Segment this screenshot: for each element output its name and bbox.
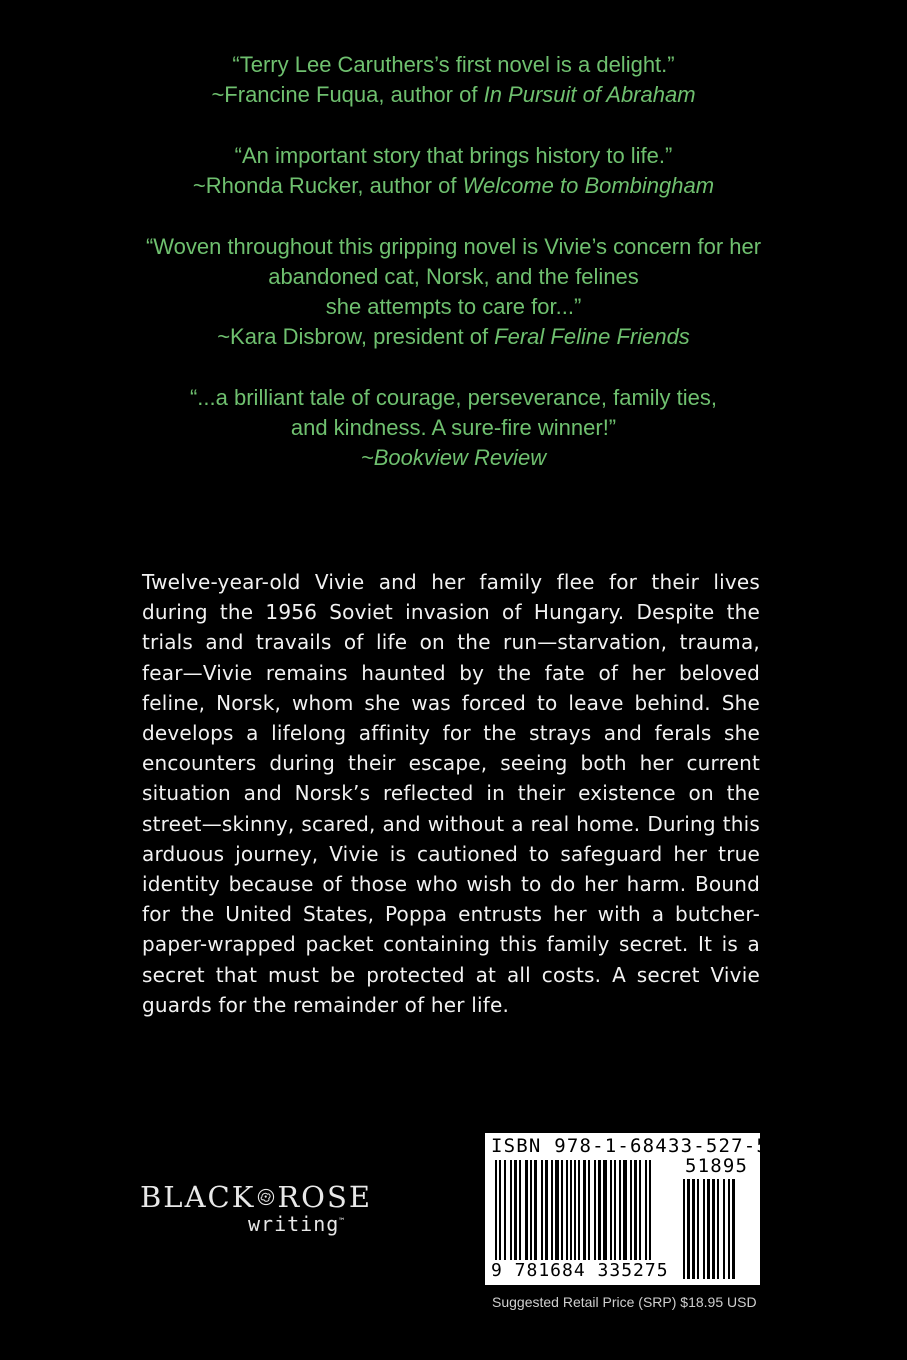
barcode-bar [707, 1179, 710, 1279]
book-title: Welcome to Bombingham [462, 173, 715, 198]
quote-1 [40, 50, 867, 110]
ean-digits: 9 781684 335275 [491, 1260, 669, 1281]
barcode-bar [687, 1179, 690, 1279]
quote-text: “An important story that brings history to life.” [234, 143, 673, 168]
quote-text-line: “Woven throughout this gripping novel is Vivie’s concern for her [145, 234, 762, 259]
quote-attribution: ~Rhonda Rucker, author of Welcome to Bombingham [192, 173, 715, 198]
quote-text-line: she attempts to care for...” [325, 294, 582, 319]
quote-2 [40, 141, 867, 201]
barcode-bar [692, 1179, 695, 1279]
quote-3 [40, 232, 867, 352]
publisher-logo [140, 1180, 372, 1242]
trademark-symbol: ™ [339, 1216, 346, 1226]
isbn-barcode [485, 1133, 770, 1285]
barcode-bar [723, 1179, 725, 1279]
isbn-number: ISBN 978-1-68433-527-5 [491, 1135, 770, 1157]
barcode-bar [683, 1179, 685, 1279]
suggested-retail-price: Suggested Retail Price (SRP) $18.95 USD [492, 1294, 757, 1310]
quote-text-line: “...a brilliant tale of courage, perseverance, family ties, [189, 385, 718, 410]
addon-barcode-bars [683, 1179, 755, 1279]
publisher-word-black: BLACK [140, 1180, 256, 1214]
quote-attribution [40, 443, 867, 473]
quote-4 [40, 383, 867, 473]
quote-text-line: and kindness. A sure-fire winner!” [290, 415, 617, 440]
organization-name: Feral Feline Friends [494, 324, 690, 349]
barcode-bar [703, 1179, 705, 1279]
book-title: In Pursuit of Abraham [483, 82, 696, 107]
publisher-word-rose: ROSE [277, 1180, 372, 1214]
price-code: 51895 [685, 1155, 749, 1177]
publisher-word-writing: writing [248, 1212, 340, 1236]
quote-text-line: abandoned cat, Norsk, and the felines [268, 264, 639, 289]
rose-icon [257, 1184, 275, 1210]
quote-attribution: ~Francine Fuqua, author of In Pursuit of Abraham [211, 82, 696, 107]
barcode-bar [712, 1179, 715, 1279]
barcode-bar [697, 1179, 699, 1279]
barcode-bar [732, 1179, 735, 1279]
book-synopsis [142, 567, 760, 1020]
quote-text: “Terry Lee Caruthers’s first novel is a delight.” [232, 52, 675, 77]
barcode-bar [717, 1179, 719, 1279]
quote-attribution: ~Kara Disbrow, president of Feral Feline Friends [217, 324, 690, 349]
review-source: ~Bookview Review [360, 445, 547, 470]
barcode-bar [728, 1179, 730, 1279]
synopsis-text: Twelve-year-old Vivie and her family flee for their lives during the 1956 Soviet invasion of Hungary. Despite the trials and travails of life on the run—starvation, trauma, fear—Vivie remains haunted by the fate of her beloved feline, Norsk, whom she was forced to leave behind. She develops a lifelong affinity for the strays and ferals she encounters during their escape, seeing both her current situation and Norsk’s reflected in their existence on the street—skinny, scared, and without a real home. During this arduous journey, Vivie is cautioned to safeguard her true identity because of those who wish to do her harm. Bound for the United States, Poppa entrusts her with a butcher-paper-wrapped packet containing this family secret. It is a secret that must be protected at all costs. A secret Vivie guards for the remainder of her life. [142, 570, 760, 1017]
praise-quotes [40, 50, 867, 504]
